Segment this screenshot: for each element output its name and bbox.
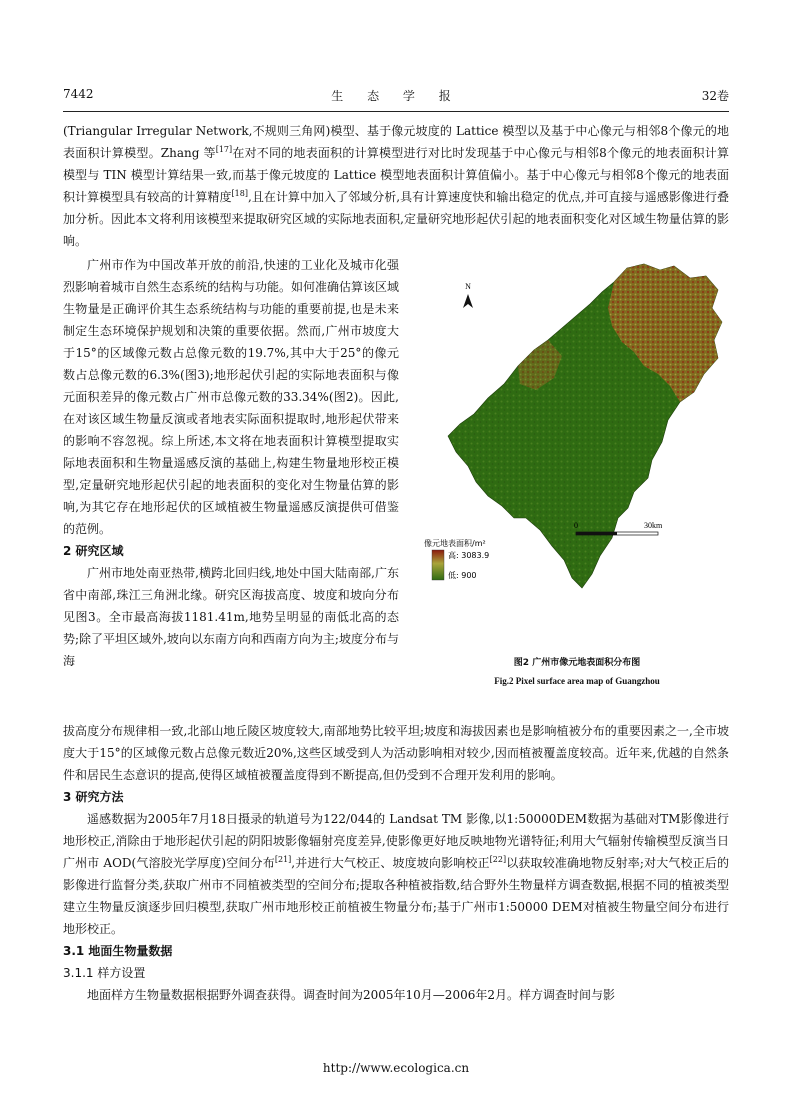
citation[interactable]: [21]	[274, 855, 292, 864]
scale-zero: 0	[574, 521, 578, 530]
paragraph-region: 广州市地处南亚热带,横跨北回归线,地处中国大陆南部,广东省中南部,珠江三角洲北缘。研究区海拔高度、坡度和坡向分布见图3。全市最高海拔1181.41m,地势呈明显的南低北高的态势;除了平坦区域外,坡向以东南方向和西南方向为主;坡度分布与海	[63, 566, 399, 668]
journal-name: 生 态 学 报	[331, 89, 461, 103]
north-arrow	[463, 282, 473, 308]
figure-caption-cn: 图2 广州市像元地表面积分布图	[513, 658, 641, 668]
paragraph-intro	[63, 120, 729, 252]
text-run: (Triangular Irregular Network,不规则三角网)模型、基于像元坡度的 Lattice 模型以及基于中心像元与相邻8个像元的地表面积计算模型。Zhang 等	[63, 124, 729, 160]
map-svg	[422, 256, 732, 596]
citation[interactable]: [17]	[215, 145, 233, 154]
text-run: 遥感数据为2005年7月18日摄录的轨道号为122/044的 Landsat TM 影像,以1:50000DEM数据为基础对TM影像进行地形校正,消除由于地形起伏引起的阴阳坡影像辐射亮度差异,使影像更好地反映地物光谱特征;利用大气辐射传输模型反演当日广州市 AOD(气溶胶光学厚度)空间分布	[63, 812, 729, 870]
paragraph-guangzhou: 广州市作为中国改革开放的前沿,快速的工业化及城市化强烈影响着城市自然生态系统的结构与功能。如何准确估算该区域生物量是正确评价其生态系统结构与功能的重要前提,也是未来制定生态环境保护规划和决策的重要依据。然而,广州市坡度大于15°的区域像元数占总像元数的19.7%,其中大于25°的像元数占总像元数的6.3%(图3);地形起伏引起的实际地表面积与像元面积差异的像元数占广州市总像元数的33.34%(图2)。因此,在对该区域生物量反演或者地表实际面积提取时,地形起伏带来的影响不容忽视。综上所述,本文将在地表面积计算模型提取实际地表面积和生物量遥感反演的基础上,构建生物量地形校正模型,定量研究地形起伏引起的地表面积的变化对生物量估算的影响,为其它存在地形起伏的区域植被生物量遥感反演提供可借鉴的范例。	[63, 258, 400, 536]
page-number: 7442	[63, 87, 94, 101]
legend-ramp	[432, 550, 444, 580]
legend	[424, 538, 489, 580]
footer-url[interactable]: http://www.ecologica.cn	[322, 1061, 470, 1075]
paragraph-method	[63, 808, 729, 940]
left-column	[63, 254, 399, 672]
running-header	[63, 87, 729, 107]
text-run: 以获取较准确地物反射率;对大气校正后的影像进行监督分类,获取广州市不同植被类型的空间分布;提取各种植被指数,结合野外生物量样方调查数据,根据不同的植被类型建立生物量反演逐步回归模型,获取广州市地形校正前植被生物量分布;基于广州市1:50000 DEM对植被生物量空间分布进行地形校正。	[63, 856, 729, 936]
paragraph-sampling: 地面样方生物量数据根据野外调查获得。调查时间为2005年10月—2006年2月。样方调查时间与影	[87, 988, 615, 1002]
paragraph-region-continued: 拔高度分布规律相一致,北部山地丘陵区坡度较大,南部地势比较平坦;坡度和海拔因素也是影响植被分布的重要因素之一,全市坡度大于15°的区域像元数占总像元数近20%,这些区域受到人为活动影响相对较少,因而植被覆盖度较高。近年来,优越的自然条件和居民生态意识的提高,使得区域植被覆盖度得到不断提高,但仍受到不合理开发利用的影响。	[63, 724, 729, 782]
scale-end: 30km	[644, 521, 663, 530]
text-run: ,并进行大气校正、坡度坡向影响校正	[291, 856, 490, 870]
north-label: N	[465, 282, 471, 291]
main-body-lower	[63, 720, 729, 1006]
legend-low: 低: 900	[448, 571, 477, 580]
header-rule	[63, 111, 729, 112]
subsection-heading-3-1: 3.1 地面生物量数据	[63, 944, 173, 958]
text-run: ,且在计算中加入了邻域分析,具有计算速度快和输出稳定的优点,并可直接与遥感影像进行叠加分析。因此本文将利用该模型来提取研究区域的实际地表面积,定量研究地形起伏引起的地表面积变化对区域生物量估算的影响。	[63, 190, 729, 248]
figure-surface-area-map	[422, 256, 732, 596]
subsubsection-heading-3-1-1: 3.1.1 样方设置	[63, 966, 146, 980]
citation[interactable]: [18]	[231, 189, 248, 198]
section-heading-region: 2 研究区域	[63, 544, 124, 558]
legend-high: 高: 3083.9	[448, 551, 490, 560]
section-heading-method: 3 研究方法	[63, 790, 124, 804]
citation[interactable]: [22]	[489, 855, 507, 864]
volume: 32卷	[701, 89, 729, 103]
figure-caption-en: Fig.2 Pixel surface area map of Guangzhou	[494, 676, 660, 686]
legend-title: 像元地表面积/m²	[424, 539, 486, 548]
text-run: 在对不同的地表面积的计算模型进行对比时发现基于中心像元与相邻8个像元的地表面积计算模型与 TIN 模型计算结果一致,而基于像元坡度的 Lattice 模型地表面积计算值偏小。基于中心像元与相邻8个像元的地表面积计算模型具有较高的计算精度	[63, 146, 729, 204]
